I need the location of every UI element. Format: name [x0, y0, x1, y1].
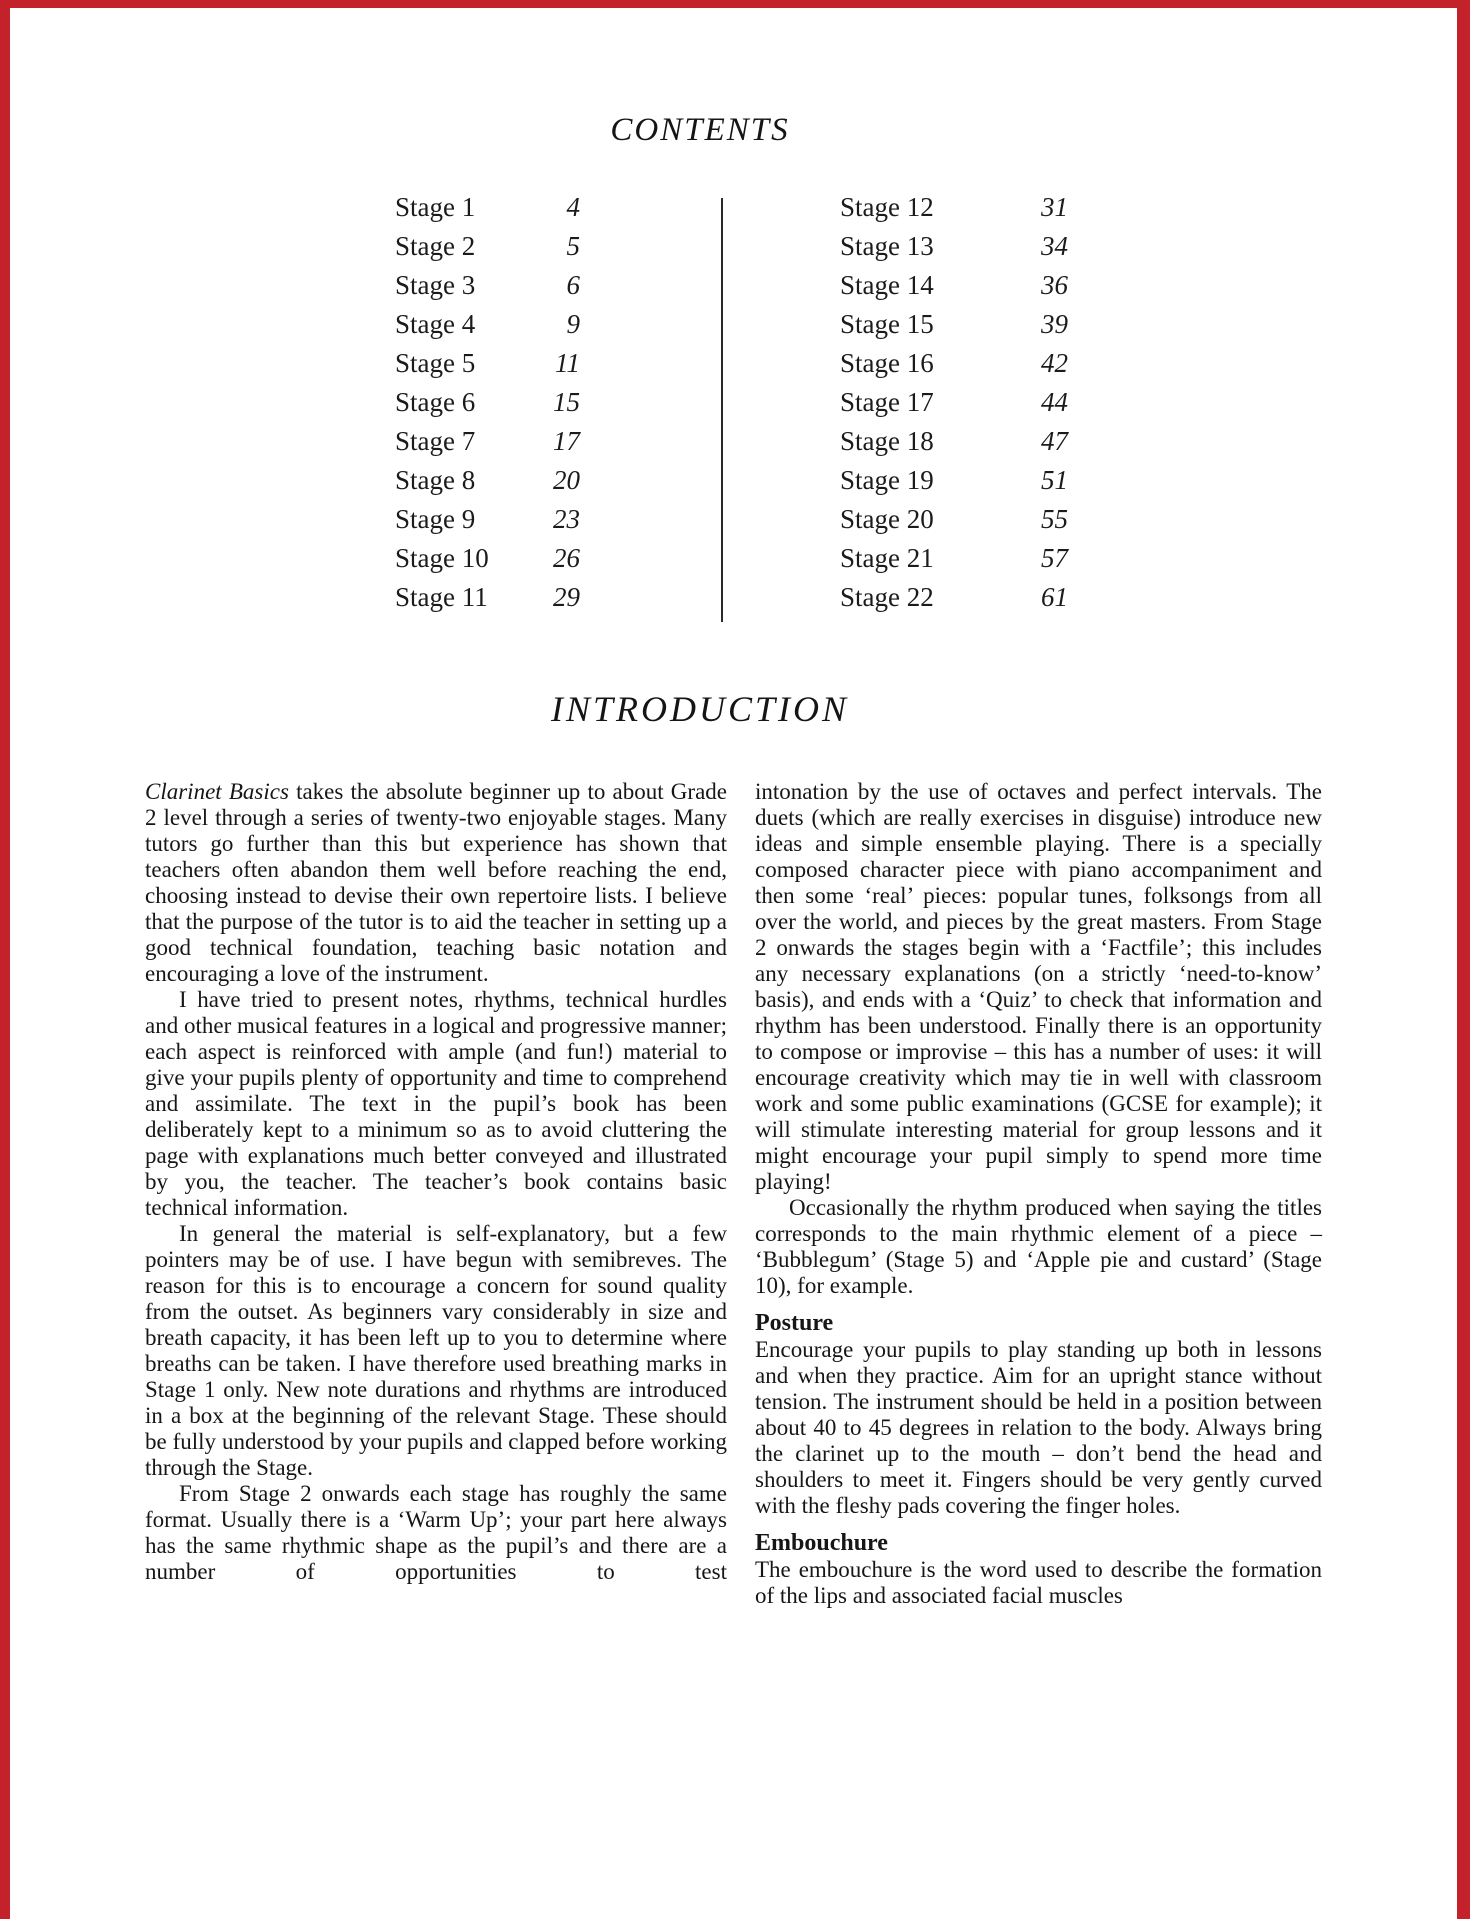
page-number: 23 — [553, 504, 580, 534]
page-number: 20 — [553, 465, 580, 495]
stage-label: Stage 6 — [395, 387, 476, 417]
introduction-title: INTRODUCTION — [550, 689, 850, 729]
page-number: 34 — [1041, 231, 1068, 261]
stage-label: Stage 16 — [840, 348, 934, 378]
book-cover-edge-right — [1457, 0, 1470, 1919]
stage-label: Stage 2 — [395, 231, 476, 261]
intro-paragraph: intonation by the use of octaves and perfect intervals. The duets (which are really exercises in disguise) introduce new ideas and simple ensemble playing. There is a specially composed character piece with piano accompaniment and then some ‘real’ pieces: popular tunes, folksongs from all over the world, and pieces by the great masters. From Stage 2 onwards the stages begin with a ‘Factfile’; this includes any necessary explanations (on a strictly ‘need-to-know’ basis), and ends with a ‘Quiz’ to check that information and rhythm has been understood. Finally there is an opportunity to compose or improvise – this has a number of uses: it will encourage creativity which may tie in well with classroom work and some public examinations (GCSE for example); it will stimulate interesting material for group lessons and it might encourage your pupil simply to spend more time playing! — [755, 779, 1322, 1194]
stage-label: Stage 12 — [840, 192, 934, 222]
intro-right-column — [755, 779, 1322, 1609]
intro-paragraph: From Stage 2 onwards each stage has roughly the same format. Usually there is a ‘Warm Up’; your part here always has the same rhythmic shape as the pupil’s and there are a number of opportunities to test — [145, 1481, 727, 1584]
stage-label: Stage 21 — [840, 543, 934, 573]
contents-row — [395, 387, 580, 426]
page-number: 6 — [566, 270, 580, 300]
page-number: 5 — [566, 231, 580, 261]
stage-label: Stage 10 — [395, 543, 489, 573]
book-title-italic: Clarinet Basics — [145, 779, 289, 804]
contents-row — [395, 348, 580, 387]
intro-paragraph: I have tried to present notes, rhythms, technical hurdles and other musical features in a logical and progressive manner; each aspect is reinforced with ample (and fun!) material to give your pupils plenty of opportunity and time to comprehend and assimilate. The text in the pupil’s book has been deliberately kept to a minimum so as to avoid cluttering the page with explanations much better conveyed and illustrated by you, the teacher. The teacher’s book contains basic technical information. — [145, 987, 727, 1220]
contents-row — [395, 465, 580, 504]
stage-label: Stage 4 — [395, 309, 476, 339]
page-number: 26 — [553, 543, 580, 573]
book-cover-edge-left — [0, 0, 10, 1919]
contents-row — [840, 426, 1068, 465]
intro-paragraph: Occasionally the rhythm produced when saying the titles corresponds to the main rhythmic element of a piece – ‘Bubblegum’ (Stage 5) and ‘Apple pie and custard’ (Stage 10), for example. — [755, 1195, 1322, 1298]
page-number: 57 — [1041, 543, 1068, 573]
contents-row — [840, 465, 1068, 504]
contents-row — [840, 270, 1068, 309]
intro-paragraph: In general the material is self-explanatory, but a few pointers may be of use. I have begun with semibreves. The reason for this is to encourage a concern for sound quality from the outset. As beginners vary considerably in size and breath capacity, it has been left up to you to determine where breaths can be taken. I have therefore used breathing marks in Stage 1 only. New note durations and rhythms are introduced in a box at the beginning of the relevant Stage. These should be fully understood by your pupils and clapped before working through the Stage. — [145, 1221, 727, 1480]
paragraph-text: takes the absolute beginner up to about Grade 2 level through a series of twenty-two enjoyable stages. Many tutors go further than this but experience has shown that teachers often abandon them well before reaching the end, choosing instead to devise their own repertoire lists. I believe that the purpose of the tutor is to aid the teacher in setting up a good technical foundation, teaching basic notation and encouraging a love of the instrument. — [145, 779, 727, 986]
intro-paragraph — [145, 779, 727, 987]
page-number: 4 — [566, 192, 580, 222]
contents-row — [395, 582, 580, 621]
stage-label: Stage 18 — [840, 426, 934, 456]
stage-label: Stage 9 — [395, 504, 476, 534]
contents-row — [395, 426, 580, 465]
page-number: 61 — [1041, 582, 1068, 612]
book-cover-edge-top — [0, 0, 1470, 8]
contents-row — [840, 309, 1068, 348]
stage-label: Stage 1 — [395, 192, 476, 222]
page-number: 11 — [555, 348, 580, 378]
stage-label: Stage 15 — [840, 309, 934, 339]
page-number: 36 — [1041, 270, 1068, 300]
page-number: 44 — [1041, 387, 1068, 417]
contents-divider-line — [721, 198, 723, 622]
page-number: 29 — [553, 582, 580, 612]
page-number: 42 — [1041, 348, 1068, 378]
stage-label: Stage 13 — [840, 231, 934, 261]
page-number: 39 — [1041, 309, 1068, 339]
page-number: 17 — [553, 426, 580, 456]
stage-label: Stage 19 — [840, 465, 934, 495]
embouchure-heading: Embouchure — [755, 1530, 888, 1556]
contents-title: CONTENTS — [610, 112, 790, 148]
page-number: 55 — [1041, 504, 1068, 534]
page-number: 31 — [1041, 192, 1068, 222]
stage-label: Stage 3 — [395, 270, 476, 300]
contents-row — [395, 543, 580, 582]
contents-row — [840, 192, 1068, 231]
contents-row — [840, 348, 1068, 387]
contents-row — [395, 504, 580, 543]
stage-label: Stage 5 — [395, 348, 476, 378]
page-number: 51 — [1041, 465, 1068, 495]
contents-row — [395, 270, 580, 309]
contents-row — [840, 582, 1068, 621]
contents-row — [395, 231, 580, 270]
contents-row — [840, 504, 1068, 543]
intro-left-column — [145, 779, 727, 1585]
contents-column-right — [840, 192, 1068, 621]
stage-label: Stage 7 — [395, 426, 476, 456]
posture-paragraph: Encourage your pupils to play standing up both in lessons and when they practice. Aim for an upright stance without tension. The instrument should be held in a position between about 40 to 45 degrees in relation to the body. Always bring the clarinet up to the mouth – don’t bend the head and shoulders to meet it. Fingers should be very gently curved with the fleshy pads covering the finger holes. — [755, 1337, 1322, 1518]
stage-label: Stage 22 — [840, 582, 934, 612]
contents-row — [395, 192, 580, 231]
page-number: 9 — [566, 309, 580, 339]
posture-heading: Posture — [755, 1310, 834, 1336]
contents-column-left — [395, 192, 580, 621]
page-number: 15 — [553, 387, 580, 417]
stage-label: Stage 20 — [840, 504, 934, 534]
stage-label: Stage 11 — [395, 582, 488, 612]
contents-row — [840, 387, 1068, 426]
contents-row — [840, 231, 1068, 270]
embouchure-paragraph: The embouchure is the word used to describe the formation of the lips and associated facial muscles — [755, 1557, 1322, 1608]
stage-label: Stage 14 — [840, 270, 934, 300]
page-number: 47 — [1041, 426, 1068, 456]
contents-row — [840, 543, 1068, 582]
contents-row — [395, 309, 580, 348]
stage-label: Stage 8 — [395, 465, 476, 495]
stage-label: Stage 17 — [840, 387, 934, 417]
